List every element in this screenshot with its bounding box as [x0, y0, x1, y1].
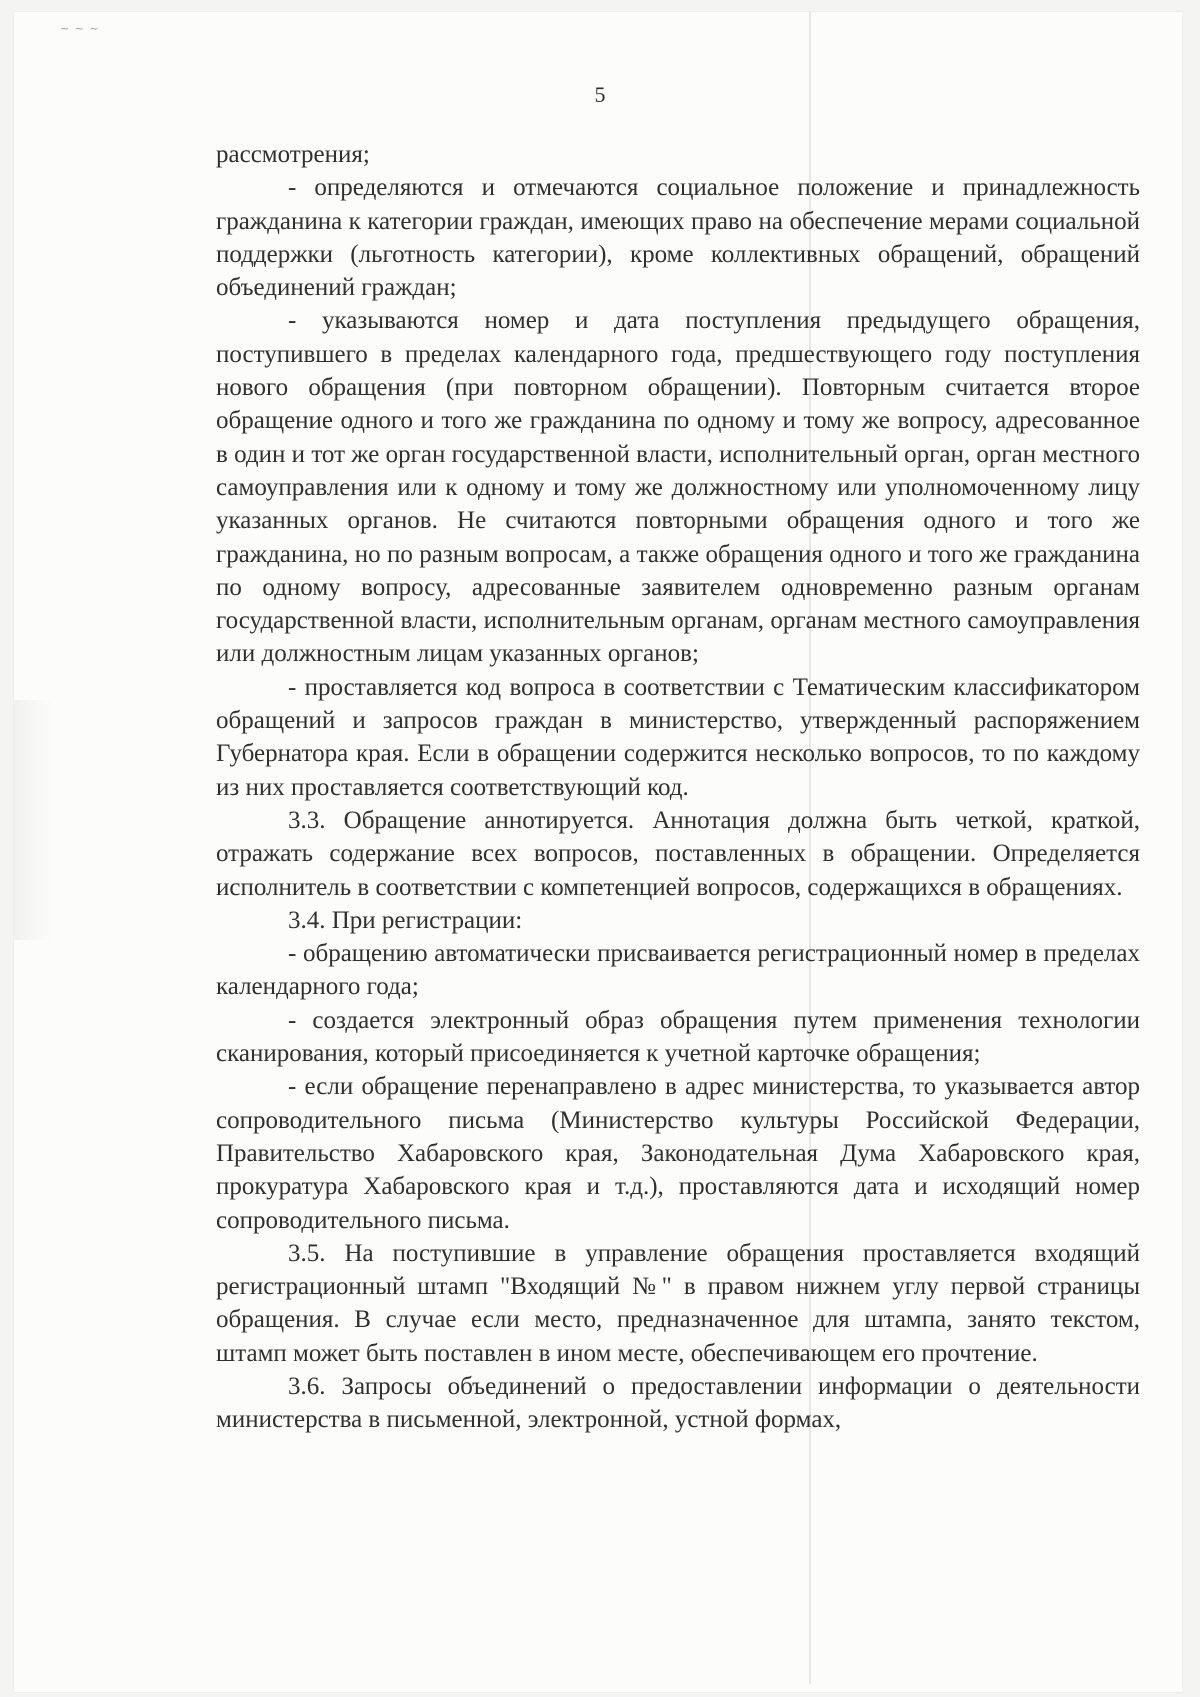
scan-artifact-marks: ~ ~ ~ [60, 22, 100, 35]
paragraph-5: 3.4. При регистрации: [288, 906, 523, 934]
paragraph-10: 3.6. Запросы объединений о предоставлении информации о деятельности министерства в письменной, электронной, устной формах, [216, 1372, 1140, 1434]
page-number: 5 [594, 82, 606, 107]
paragraph-1: - определяются и отмечаются социальное положение и принадлежность гражданина к категории граждан, имеющих право на обеспечение мерами социальной поддержки (льготность категории), кроме коллективных обращений, обращений объединений граждан; [216, 174, 1140, 302]
paragraph-0: рассмотрения; [216, 141, 370, 168]
paragraph-2: - указываются номер и дата поступления предыдущего обращения, поступившего в пределах календарного года, предшествующего году поступления нового обращения (при повторном обращении). Повторным считается второе обращение одного и того же гражданина по одному и тому же вопросу, адресованное в один и тот же орган государственной власти, исполнительный орган, орган местного самоуправления или к одному и тому же должностному или уполномоченному лицу указанных органов. Не считаются повторными обращения одного и того же гражданина, но по разным вопросам, а также обращения одного и того же гражданина по одному вопросу, адресованные заявителем одновременно разным органам государственной власти, исполнительным органам, органам местного самоуправления или должностным лицам указанных органов; [216, 307, 1140, 668]
paragraph-3: - проставляется код вопроса в соответствии с Тематическим классификатором обращений и запросов граждан в министерство, утвержденный распоряжением Губернатора края. Если в обращении содержится несколько вопросов, то по каждому из них проставляется соответствующий код. [216, 673, 1140, 801]
paragraph-8: - если обращение перенаправлено в адрес министерства, то указывается автор сопроводительного письма (Министерство культуры Российской Федерации, Правительство Хабаровского края, Законодательная Дума Хабаровского края, прокуратура Хабаровского края и т.д.), проставляются дата и исходящий номер сопроводительного письма. [216, 1073, 1140, 1234]
scan-edge-shadow [14, 700, 54, 940]
paragraph-4: 3.3. Обращение аннотируется. Аннотация должна быть четкой, краткой, отражать содержание всех вопросов, поставленных в обращении. Определяется исполнитель в соответствии с компетенцией вопросов, содержащихся в обращениях. [216, 806, 1140, 901]
document-body [216, 138, 1140, 1437]
paragraph-6: - обращению автоматически присваивается регистрационный номер в пределах календарного года; [216, 940, 1140, 1001]
paragraph-7: - создается электронный образ обращения путем применения технологии сканирования, который присоединяется к учетной карточке обращения; [216, 1006, 1140, 1068]
paragraph-9: 3.5. На поступившие в управление обращения проставляется входящий регистрационный штамп "Входящий №" в правом нижнем углу первой страницы обращения. В случае если место, предназначенное для штампа, занято текстом, штамп может быть поставлен в ином месте, обеспечивающем его прочтение. [216, 1239, 1140, 1367]
